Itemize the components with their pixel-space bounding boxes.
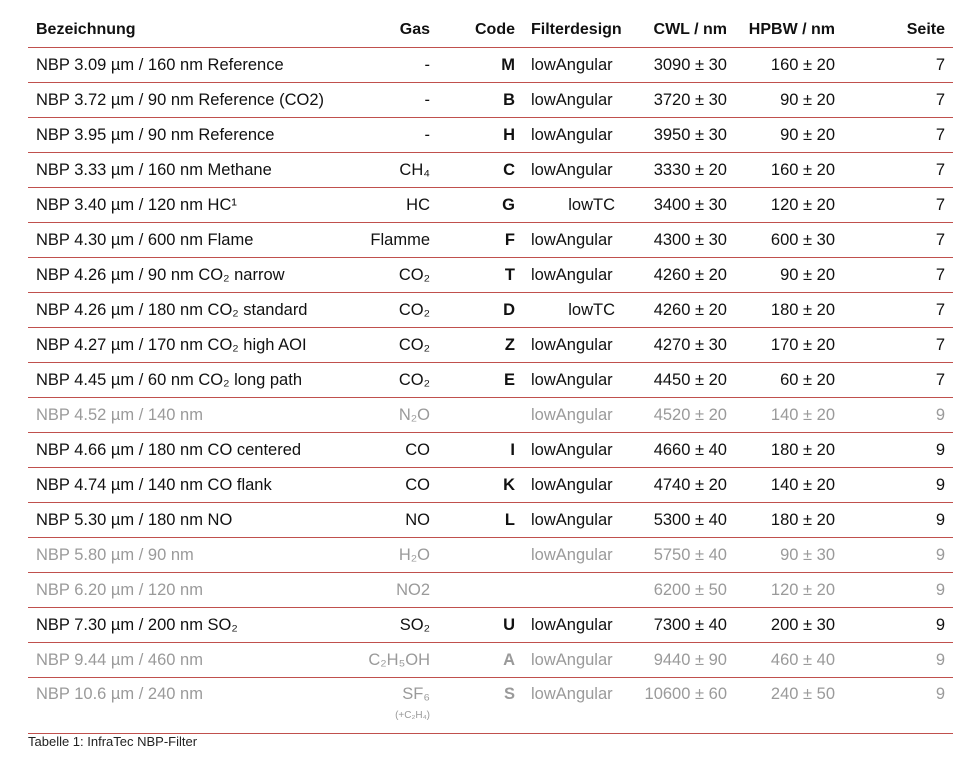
- filterdesign-cell: lowAngular: [523, 363, 623, 398]
- header-row: [28, 12, 953, 48]
- filter-name: NBP 4.74 µm / 140 nm CO flank: [28, 468, 350, 503]
- hpbw-cell: 140 ± 20: [735, 398, 843, 433]
- filterdesign-cell: lowAngular: [523, 258, 623, 293]
- header-design: Filterdesign: [531, 20, 622, 38]
- table-row: [28, 503, 953, 538]
- gas-cell: H₂O: [350, 538, 438, 573]
- table-row: [28, 118, 953, 153]
- gas-cell: SF₆ (+C₂H₄): [350, 678, 438, 734]
- code-cell: F: [438, 223, 523, 258]
- table-caption: Tabelle 1: InfraTec NBP-Filter: [28, 734, 198, 749]
- code-cell: H: [438, 118, 523, 153]
- filterdesign-cell: lowAngular: [523, 643, 623, 678]
- table-row: [28, 398, 953, 433]
- cwl-cell: 3720 ± 30: [623, 83, 735, 118]
- table-row: [28, 258, 953, 293]
- table-row: [28, 538, 953, 573]
- code-cell: E: [438, 363, 523, 398]
- header-code: Code: [475, 20, 515, 38]
- gas-cell: NO: [350, 503, 438, 538]
- table-row: [28, 678, 953, 734]
- hpbw-cell: 180 ± 20: [735, 433, 843, 468]
- cwl-cell: 4450 ± 20: [623, 363, 735, 398]
- hpbw-cell: 180 ± 20: [735, 503, 843, 538]
- code-cell: A: [438, 643, 523, 678]
- filter-name: NBP 3.09 µm / 160 nm Reference: [28, 48, 350, 83]
- page-cell: 9: [843, 503, 953, 538]
- hpbw-cell: 160 ± 20: [735, 153, 843, 188]
- header-page: Seite: [906, 20, 945, 38]
- code-cell: L: [438, 503, 523, 538]
- page-cell: 9: [843, 608, 953, 643]
- filterdesign-cell: lowAngular: [523, 328, 623, 363]
- table-row: [28, 433, 953, 468]
- filterdesign-cell: [523, 573, 623, 608]
- page-cell: 7: [843, 328, 953, 363]
- filter-name: NBP 4.52 µm / 140 nm: [28, 398, 350, 433]
- filterdesign-cell: lowAngular: [523, 398, 623, 433]
- gas-cell: CO: [350, 468, 438, 503]
- hpbw-cell: 460 ± 40: [735, 643, 843, 678]
- hpbw-cell: 60 ± 20: [735, 363, 843, 398]
- table-row: [28, 293, 953, 328]
- filter-name: NBP 3.95 µm / 90 nm Reference: [28, 118, 350, 153]
- filter-name: NBP 4.26 µm / 90 nm CO₂ narrow: [28, 258, 350, 293]
- filter-name: NBP 4.66 µm / 180 nm CO centered: [28, 433, 350, 468]
- filter-name: NBP 4.30 µm / 600 nm Flame: [28, 223, 350, 258]
- page-cell: 7: [843, 188, 953, 223]
- filterdesign-cell: lowAngular: [523, 468, 623, 503]
- page-cell: 9: [843, 433, 953, 468]
- filterdesign-cell: lowAngular: [523, 538, 623, 573]
- filter-name: NBP 10.6 µm / 240 nm: [28, 678, 350, 734]
- cwl-cell: 7300 ± 40: [623, 608, 735, 643]
- gas-cell: -: [350, 118, 438, 153]
- cwl-cell: 4740 ± 20: [623, 468, 735, 503]
- page-cell: 9: [843, 573, 953, 608]
- page-cell: 7: [843, 48, 953, 83]
- cwl-cell: 3090 ± 30: [623, 48, 735, 83]
- filterdesign-cell: lowAngular: [523, 223, 623, 258]
- code-cell: C: [438, 153, 523, 188]
- gas-cell: -: [350, 48, 438, 83]
- filter-name: NBP 6.20 µm / 120 nm: [28, 573, 350, 608]
- filter-name: NBP 5.80 µm / 90 nm: [28, 538, 350, 573]
- cwl-cell: 9440 ± 90: [623, 643, 735, 678]
- table-row: [28, 83, 953, 118]
- hpbw-cell: 140 ± 20: [735, 468, 843, 503]
- gas-cell: NO2: [350, 573, 438, 608]
- gas-cell: CO: [350, 433, 438, 468]
- filter-name: NBP 3.72 µm / 90 nm Reference (CO2): [28, 83, 350, 118]
- filter-table: [28, 12, 953, 734]
- gas-cell: CO₂: [350, 328, 438, 363]
- cwl-cell: 4260 ± 20: [623, 293, 735, 328]
- cwl-cell: 4660 ± 40: [623, 433, 735, 468]
- cwl-cell: 4260 ± 20: [623, 258, 735, 293]
- table-row: [28, 573, 953, 608]
- code-cell: T: [438, 258, 523, 293]
- page-cell: 9: [843, 538, 953, 573]
- page-cell: 9: [843, 468, 953, 503]
- gas-cell: N₂O: [350, 398, 438, 433]
- gas-cell: CO₂: [350, 293, 438, 328]
- filter-name: NBP 7.30 µm / 200 nm SO₂: [28, 608, 350, 643]
- page-cell: 9: [843, 643, 953, 678]
- table-row: [28, 468, 953, 503]
- filterdesign-cell: lowAngular: [523, 83, 623, 118]
- gas-cell: -: [350, 83, 438, 118]
- filterdesign-cell: lowAngular: [523, 48, 623, 83]
- filter-name: NBP 4.45 µm / 60 nm CO₂ long path: [28, 363, 350, 398]
- table-row: [28, 153, 953, 188]
- hpbw-cell: 180 ± 20: [735, 293, 843, 328]
- gas-cell: Flamme: [350, 223, 438, 258]
- page-cell: 7: [843, 258, 953, 293]
- hpbw-cell: 90 ± 20: [735, 83, 843, 118]
- cwl-cell: 4300 ± 30: [623, 223, 735, 258]
- header-cwl: CWL / nm: [653, 20, 727, 38]
- hpbw-cell: 90 ± 20: [735, 118, 843, 153]
- filter-name: NBP 3.40 µm / 120 nm HC¹: [28, 188, 350, 223]
- page-cell: 9: [843, 678, 953, 734]
- table-row: [28, 223, 953, 258]
- code-cell: U: [438, 608, 523, 643]
- filterdesign-cell: lowAngular: [523, 118, 623, 153]
- table-row: [28, 48, 953, 83]
- page-cell: 7: [843, 118, 953, 153]
- cwl-cell: 3330 ± 20: [623, 153, 735, 188]
- cwl-cell: 3950 ± 30: [623, 118, 735, 153]
- table-body: [28, 48, 953, 734]
- filterdesign-cell: lowAngular: [523, 678, 623, 734]
- code-cell: G: [438, 188, 523, 223]
- hpbw-cell: 200 ± 30: [735, 608, 843, 643]
- filterdesign-cell: lowTC: [523, 293, 623, 328]
- page-cell: 7: [843, 83, 953, 118]
- code-cell: B: [438, 83, 523, 118]
- code-cell: [438, 398, 523, 433]
- hpbw-cell: 600 ± 30: [735, 223, 843, 258]
- gas-cell: CO₂: [350, 363, 438, 398]
- table-row: [28, 363, 953, 398]
- hpbw-cell: 120 ± 20: [735, 188, 843, 223]
- gas-cell: HC: [350, 188, 438, 223]
- cwl-cell: 4520 ± 20: [623, 398, 735, 433]
- cwl-cell: 6200 ± 50: [623, 573, 735, 608]
- hpbw-cell: 170 ± 20: [735, 328, 843, 363]
- cwl-cell: 10600 ± 60: [623, 678, 735, 734]
- page-cell: 7: [843, 363, 953, 398]
- cwl-cell: 5750 ± 40: [623, 538, 735, 573]
- cwl-cell: 3400 ± 30: [623, 188, 735, 223]
- page-cell: 9: [843, 398, 953, 433]
- filter-name: NBP 4.26 µm / 180 nm CO₂ standard: [28, 293, 350, 328]
- header-gas: Gas: [399, 20, 430, 38]
- gas-cell: CO₂: [350, 258, 438, 293]
- filterdesign-cell: lowAngular: [523, 608, 623, 643]
- filterdesign-cell: lowAngular: [523, 503, 623, 538]
- cwl-cell: 4270 ± 30: [623, 328, 735, 363]
- gas-cell: C₂H₅OH: [350, 643, 438, 678]
- code-cell: Z: [438, 328, 523, 363]
- table-row: [28, 188, 953, 223]
- hpbw-cell: 90 ± 20: [735, 258, 843, 293]
- header-hpbw: HPBW / nm: [748, 20, 835, 38]
- code-cell: K: [438, 468, 523, 503]
- filter-name: NBP 9.44 µm / 460 nm: [28, 643, 350, 678]
- hpbw-cell: 120 ± 20: [735, 573, 843, 608]
- code-cell: S: [438, 678, 523, 734]
- table-row: [28, 643, 953, 678]
- hpbw-cell: 160 ± 20: [735, 48, 843, 83]
- cwl-cell: 5300 ± 40: [623, 503, 735, 538]
- page-cell: 7: [843, 223, 953, 258]
- hpbw-cell: 240 ± 50: [735, 678, 843, 734]
- header-name: Bezeichnung: [36, 20, 136, 38]
- filter-name: NBP 4.27 µm / 170 nm CO₂ high AOI: [28, 328, 350, 363]
- code-cell: [438, 538, 523, 573]
- gas-note: (+C₂H₄): [395, 710, 430, 721]
- filter-name: NBP 3.33 µm / 160 nm Methane: [28, 153, 350, 188]
- gas-cell: SO₂: [350, 608, 438, 643]
- filter-name: NBP 5.30 µm / 180 nm NO: [28, 503, 350, 538]
- table-row: [28, 608, 953, 643]
- page-cell: 7: [843, 293, 953, 328]
- code-cell: M: [438, 48, 523, 83]
- table-row: [28, 328, 953, 363]
- code-cell: I: [438, 433, 523, 468]
- code-cell: [438, 573, 523, 608]
- filterdesign-cell: lowAngular: [523, 433, 623, 468]
- filterdesign-cell: lowAngular: [523, 153, 623, 188]
- hpbw-cell: 90 ± 30: [735, 538, 843, 573]
- page-cell: 7: [843, 153, 953, 188]
- gas-cell: CH₄: [350, 153, 438, 188]
- code-cell: D: [438, 293, 523, 328]
- filterdesign-cell: lowTC: [523, 188, 623, 223]
